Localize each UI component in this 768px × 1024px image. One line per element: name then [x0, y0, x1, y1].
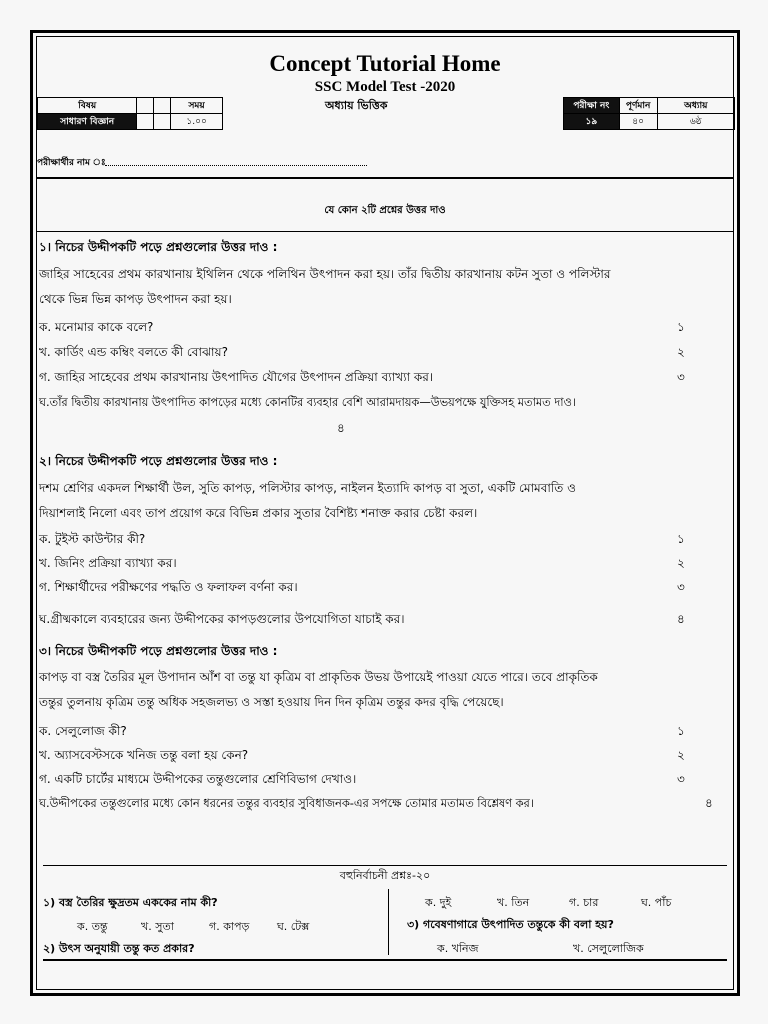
chapter-value: ৬ষ্ঠ	[657, 114, 734, 130]
question-3-part-a: ক. সেলুলোজ কী?	[39, 724, 127, 738]
mcq-q1-option-d: ঘ. টেক্স	[277, 920, 310, 933]
instruction-divider	[37, 231, 733, 232]
question-2-part-d: ঘ.গ্রীষ্মকালে ব্যবহারের জন্য উদ্দীপকের কাপড়গুলোর উপযোগিতা যাচাই কর।	[39, 612, 405, 626]
chapter-label: অধ্যায়	[657, 98, 734, 114]
question-1-heading: ১। নিচের উদ্দীপকটি পড়ে প্রশ্নগুলোর উত্তর দাও :	[39, 240, 278, 254]
mcq-question-2: ২) উৎস অনুযায়ী তন্তু কত প্রকার?	[43, 942, 195, 955]
mcq-question-1: ১) বস্ত্র তৈরির ক্ষুদ্রতম এককের নাম কী?	[43, 896, 218, 909]
question-3-part-c-mark: ৩	[677, 772, 685, 786]
full-marks-label: পূর্ণমান	[619, 98, 657, 114]
mcq-q2-option-b: খ. তিন	[497, 896, 530, 909]
blank-cell	[154, 98, 171, 114]
question-1-part-d-mark: ৪	[337, 421, 345, 435]
page-content	[36, 36, 734, 990]
page-border	[30, 30, 740, 996]
examinee-name-label: পরীক্ষার্থীর নাম ঃ	[37, 158, 106, 168]
mcq-q3-option-a: ক. খনিজ	[437, 942, 479, 955]
mcq-top-rule	[43, 865, 727, 866]
page-subtitle: SSC Model Test -2020	[314, 79, 456, 95]
mcq-q1-option-c: গ. কাপড়	[209, 920, 250, 933]
subject-info-table	[37, 97, 223, 130]
question-2-stem-line: দিয়াশলাই নিলো এবং তাপ প্রয়োগ করে বিভিন্ন প্রকার সুতার বৈশিষ্ট্য শনাক্ত করার চেষ্টা করল।	[39, 506, 478, 520]
page-title: Concept Tutorial Home	[269, 51, 501, 76]
question-3-heading: ৩। নিচের উদ্দীপকটি পড়ে প্রশ্নগুলোর উত্তর দাও :	[39, 644, 278, 658]
blank-cell	[137, 98, 154, 114]
instruction-text: যে কোন ২টি প্রশ্নের উত্তর দাও	[324, 205, 446, 216]
exam-info-table	[563, 97, 735, 130]
exam-no-value: ১৯	[564, 114, 620, 130]
question-2-part-b-mark: ২	[677, 556, 685, 570]
time-label: সময়	[171, 98, 223, 114]
subject-value: সাধারণ বিজ্ঞান	[38, 114, 137, 130]
subject-label: বিষয়	[38, 98, 137, 114]
question-1-part-a-mark: ১	[677, 320, 685, 334]
examinee-name-line	[105, 160, 367, 166]
mcq-q2-option-c: গ. চার	[569, 896, 599, 909]
mcq-q1-option-a: ক. তন্তু	[77, 920, 108, 933]
header-divider	[37, 177, 733, 179]
question-2-part-d-mark: ৪	[677, 612, 685, 626]
mcq-question-3: ৩) গবেষণাগারে উৎপাদিত তন্তুকে কী বলা হয়?	[407, 918, 614, 931]
mcq-q2-option-d: ঘ. পাঁচ	[641, 896, 672, 909]
question-2-heading: ২। নিচের উদ্দীপকটি পড়ে প্রশ্নগুলোর উত্তর দাও :	[39, 454, 278, 468]
full-marks-value: ৪০	[619, 114, 657, 130]
question-1-stem-line: থেকে ভিন্ন ভিন্ন কাপড় উৎপাদন করা হয়।	[39, 292, 232, 306]
mcq-bottom-rule	[43, 959, 727, 961]
question-2-part-a: ক. টুইস্ট কাউন্টার কী?	[39, 532, 146, 546]
question-3-part-b-mark: ২	[677, 748, 685, 762]
mcq-q3-option-b: খ. সেলুলোজিক	[573, 942, 644, 955]
question-2-part-c-mark: ৩	[677, 580, 685, 594]
question-2-part-c: গ. শিক্ষার্থীদের পরীক্ষণের পদ্ধতি ও ফলাফল বর্ণনা কর।	[39, 580, 298, 594]
mcq-title: বহুনির্বাচনী প্রশ্নঃ-২০	[339, 869, 431, 882]
question-2-stem-line: দশম শ্রেণির একদল শিক্ষার্থী উল, সুতি কাপড়, পলিস্টার কাপড়, নাইলন ইত্যাদি কাপড় বা সুতা, একটি মোমবাতি ও	[39, 481, 576, 495]
mcq-column-divider	[388, 889, 389, 955]
question-3-part-d: ঘ.উদ্দীপকের তন্তুগুলোর মধ্যে কোন ধরনের তন্তুর ব্যবহার সুবিধাজনক-এর সপক্ষে তোমার মতামত বিশ্লেষণ কর।	[39, 796, 534, 810]
time-value: ১.০০	[171, 114, 223, 130]
question-1-part-b-mark: ২	[677, 345, 685, 359]
question-1-part-c-mark: ৩	[677, 370, 685, 384]
question-1-part-b: খ. কার্ডিং এন্ড কম্বিং বলতে কী বোঝায়?	[39, 345, 228, 359]
question-3-part-d-mark: ৪	[705, 796, 713, 810]
blank-cell	[137, 114, 154, 130]
question-1-part-c: গ. জাহির সাহেবের প্রথম কারখানায় উৎপাদিত যৌগের উৎপাদন প্রক্রিয়া ব্যাখ্যা কর।	[39, 370, 434, 384]
chapter-basis-label: অধ্যায় ভিত্তিক	[325, 99, 388, 112]
question-1-stem-line: জাহির সাহেবের প্রথম কারখানায় ইথিলিন থেকে পলিথিন উৎপাদন করা হয়। তাঁর দ্বিতীয় কারখানায় কটন সুতা ও পলিস্টার	[39, 267, 611, 281]
blank-cell	[154, 114, 171, 130]
question-3-part-c: গ. একটি চার্টের মাধ্যমে উদ্দীপকের তন্তুগুলোর শ্রেণিবিভাগ দেখাও।	[39, 772, 357, 786]
exam-no-label: পরীক্ষা নং	[564, 98, 620, 114]
question-1-part-a: ক. মনোমার কাকে বলে?	[39, 320, 154, 334]
question-3-stem-line: তন্তুর তুলনায় কৃত্রিম তন্তু অধিক সহজলভ্য ও সস্তা হওয়ায় দিন দিন কৃত্রিম তন্তুর কদর বৃদ্ধি পেয়েছে।	[39, 695, 504, 709]
question-1-part-d: ঘ.তাঁর দ্বিতীয় কারখানায় উৎপাদিত কাপড়ের মধ্যে কোনটির ব্যবহার বেশি আরামদায়ক—উভয়পক্ষে যুক্তিসহ মতামত দাও।	[39, 395, 576, 409]
question-3-part-a-mark: ১	[677, 724, 685, 738]
question-3-stem-line: কাপড় বা বস্ত্র তৈরির মূল উপাদান আঁশ বা তন্তু যা কৃত্রিম বা প্রাকৃতিক উভয় উপায়েই পাওয়া যেতে পারে। তবে প্রাকৃতিক	[39, 670, 598, 684]
mcq-q1-option-b: খ. সুতা	[141, 920, 174, 933]
mcq-q2-option-a: ক. দুই	[425, 896, 452, 909]
question-3-part-b: খ. অ্যাসবেস্টসকে খনিজ তন্তু বলা হয় কেন?	[39, 748, 249, 762]
question-2-part-a-mark: ১	[677, 532, 685, 546]
question-2-part-b: খ. জিনিং প্রক্রিয়া ব্যাখ্যা কর।	[39, 556, 177, 570]
